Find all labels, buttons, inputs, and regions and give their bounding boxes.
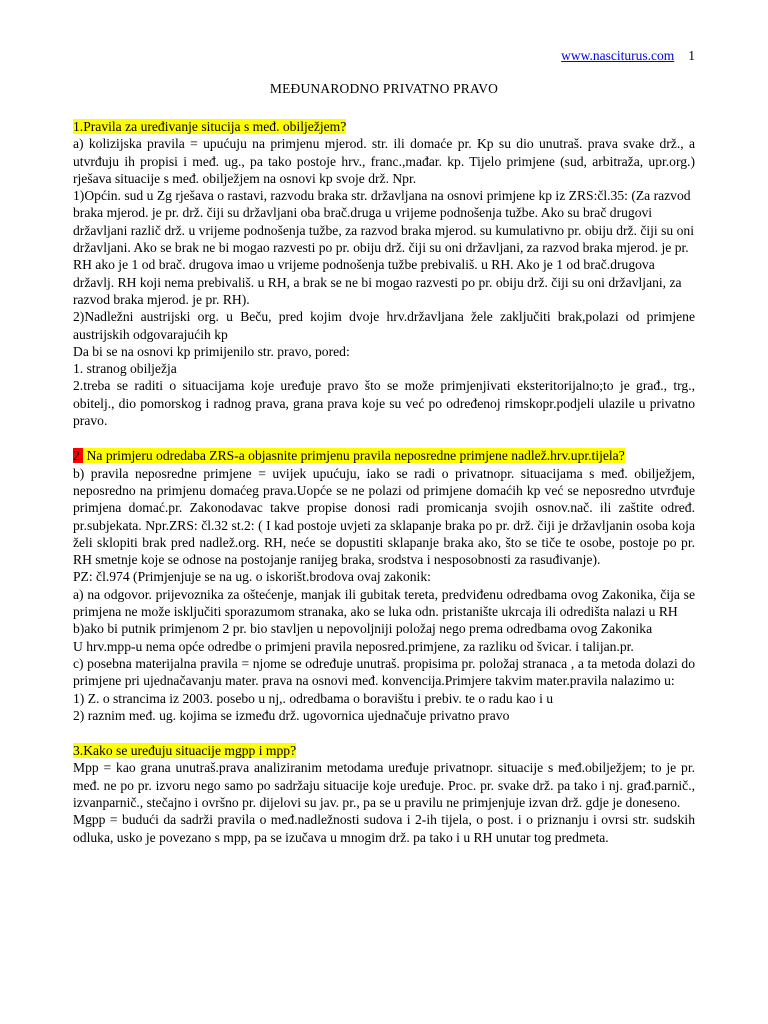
paragraph: Da bi se na osnovi kp primijenilo str. pravo, pored: — [73, 343, 350, 359]
section-2-heading — [73, 447, 695, 464]
section-2-heading-number: 2. — [73, 448, 84, 464]
page-number: 1 — [688, 48, 695, 63]
paragraph: Mgpp = budući da sadrži pravila o međ.nadležnosti sudova i 2-ih tijela, o post. i o priznanju i ovrsi str. sudskih odluka, usko je povezano s mpp, pa se izučava u mnogim drž. pa tako i u RH unutar tog predmeta. — [73, 812, 695, 845]
paragraph: a) na odgovor. prijevoznika za oštećenje, manjak ili gubitak tereta, predviđenu odredbama ovog Zakonika, čija se primjena ne može isključiti sporazumom stranaka, ako se luka odn. pristanište ukrcaja ili odredišta nalazi u RH — [73, 586, 695, 620]
section-3-heading-text: 3.Kako se uređuju situacije mgpp i mpp? — [73, 743, 297, 759]
section-2-heading-text: Na primjeru odredaba ZRS-a objasnite primjenu pravila neposredne primjene nadlež.hrv.upr.tijela? — [83, 448, 625, 464]
paragraph: Mpp = kao grana unutraš.prava analiziranim metodama uređuje privatnopr. situacije s međ.obilježjem; to je pr. međ. ne po pr. izvoru nego samo po sadržaju situacije koje uređuje. Proc. pr. svake drž. pa tako i nj. građ.parnič., izvanparnič., stečajno i ovršno pr. dijelovi su jav. pr., pa se u pravilu ne primjenjuje izvan drž. gdje je doneseno. — [73, 760, 695, 810]
site-link[interactable]: www.nasciturus.com — [561, 48, 675, 63]
paragraph: 2.treba se raditi o situacijama koje uređuje pravo što se može primjenjivati eksteritorijalno;to je građ., trg., obitelj., dio pomorskog i radnog prava, grana prava koje su već po određenoj rimskopr.podjeli ulazile u privatno pravo. — [73, 378, 695, 429]
section-gap — [73, 429, 695, 447]
paragraph: 2) raznim međ. ug. kojima se između drž. ugovornica ujednačuje privatno pravo — [73, 707, 510, 723]
paragraph: 1) Z. o strancima iz 2003. posebo u nj,. odredbama o boravištu i prebiv. te o radu kao i u — [73, 690, 554, 706]
paragraph: U hrv.mpp-u nema opće odredbe o primjeni pravila neposred.primjene, za razliku od švicar. i talijan.pr. — [73, 638, 634, 654]
section-1-heading-text: 1.Pravila za uređivanje situcija s međ. obilježjem? — [73, 119, 347, 134]
paragraph: 2)Nadležni austrijski org. u Beču, pred kojim dvoje hrv.državljana žele zaključiti brak,polazi od primjene austrijskih odgovarajućih kp — [73, 309, 695, 342]
document-body — [73, 118, 695, 846]
document-title: MEĐUNARODNO PRIVATNO PRAVO — [269, 81, 499, 96]
paragraph: b)ako bi putnik primjenom 2 pr. bio stavljen u nepovoljniji položaj nego prema odredbama ovog Zakonika — [73, 621, 653, 637]
paragraph: a) kolizijska pravila = upućuju na primjenu mjerod. str. ili domaće pr. Kp su dio unutraš. prava svake drž., a utvrđuju ih propisi i međ. ug., pa tako postoje hrv., franc.,mađar. kp. Tijelo primjene (sud, arbitraža, upr.org.) rješava situacije s međ. obilježjem na osnovi kp svoje drž. Npr. — [73, 136, 695, 186]
section-gap — [73, 724, 695, 742]
paragraph: b) pravila neposredne primjene = uvijek upućuju, iako se radi o privatnopr. situacijama s međ. obilježjem, neposredno na primjenu domaćeg prava.Uopće se ne polazi od primjene domaćih kp već se neposredno utvrđuje primjena domać.pr. Zakonodavac takve propise donosi radi promicanja svojih osnov.nač. ili zaštite određ. pr.subjekata. Npr.ZRS: čl.32 st.2: ( I kad postoje uvjeti za sklapanje braka po pr. drž. čiji je državljanin osoba koja želi sklopiti brak pred nadlež.org. RH, neće se dopustiti sklapanje braka ako, što se tiče te osobe, postoje po pr. RH smetnje koje se odnose na postojanje ranijeg braka, srodstva i nesposobnosti za rasuđivanje). — [73, 465, 695, 568]
section-3-heading — [73, 742, 695, 759]
page-header — [561, 48, 695, 64]
paragraph: 1)Općin. sud u Zg rješava o rastavi, razvodu braka str. državljana na osnovi primjene kp iz ZRS:čl.35: (Za razvod braka mjerod. je pr. drž. čiji su državljani oba brač.druga u vrijeme podnošenja tužbe. Ako su brač drugovi državljani različ drž. u vrijeme podnošenja tužbe, za razvod braka mjerod. su kumulativno pr. obiju drž. čiji su oni državljani. Ako se brak ne bi mogao razvesti po pr. obiju drž. čiji su oni državljani, za razvod braka mjerod. je pr. RH ako je 1 od brač. drugova imao u vrijeme podnošenja tužbe prebivališ. u RH. Ako je 1 od brač.drugova državlj. RH koji nema prebivališ. u RH, a brak se ne bi mogao razvesti po pr. obiju drž. čiji su oni državljani, za razvod braka mjerod. je pr. RH). — [73, 188, 694, 307]
paragraph: 1. stranog obilježja — [73, 361, 177, 377]
section-1-heading — [73, 118, 695, 135]
paragraph: c) posebna materijalna pravila = njome se određuje unutraš. propisima pr. položaj stranaca , a ta metoda dolazi do primjene pri ujednačavanju mater. prava na osnovi međ. konvencija.Primjere takvim mater.pravila nalazimo u: — [73, 655, 695, 689]
paragraph: PZ: čl.974 (Primjenjuje se na ug. o iskorišt.brodova ovaj zakonik: — [73, 569, 431, 585]
